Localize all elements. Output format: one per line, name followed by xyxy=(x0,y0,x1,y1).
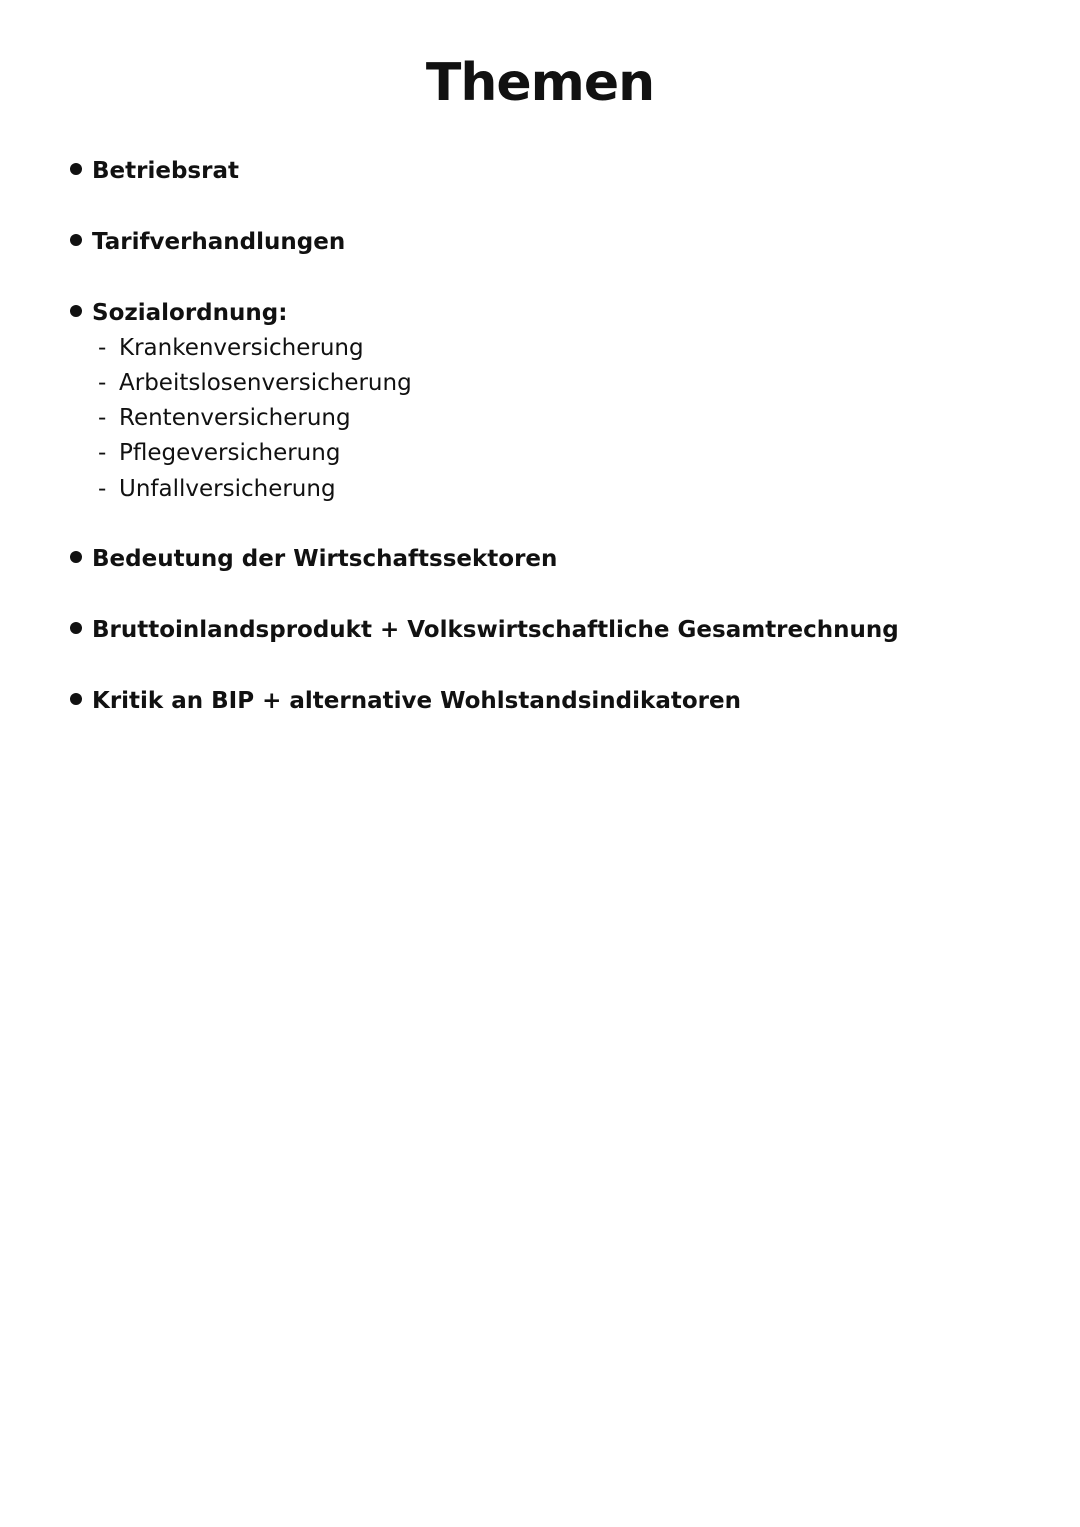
bullet-icon xyxy=(70,163,82,175)
subitem-pflegeversicherung xyxy=(98,438,340,468)
topic-item-betriebsrat xyxy=(70,156,239,186)
subitem-unfallversicherung xyxy=(98,474,336,504)
dash-icon: - xyxy=(98,370,107,396)
page-title: Themen xyxy=(425,53,655,113)
dash-icon: - xyxy=(98,476,107,502)
topic-item-kritik-bip xyxy=(70,686,741,716)
subitem-label: Pflegeversicherung xyxy=(119,440,341,466)
topic-item-sozialordnung xyxy=(70,298,287,328)
topic-label: Sozialordnung: xyxy=(92,300,288,326)
bullet-icon xyxy=(70,551,82,563)
topic-label: Kritik an BIP + alternative Wohlstandsindikatoren xyxy=(92,688,741,714)
topic-label: Tarifverhandlungen xyxy=(92,229,346,255)
topic-item-bruttoinlandsprodukt xyxy=(70,615,899,645)
topic-label: Betriebsrat xyxy=(92,158,239,184)
subitem-label: Arbeitslosenversicherung xyxy=(119,370,412,396)
topic-label: Bedeutung der Wirtschaftssektoren xyxy=(92,546,558,572)
bullet-icon xyxy=(70,693,82,705)
topic-label: Bruttoinlandsprodukt + Volkswirtschaftliche Gesamtrechnung xyxy=(92,617,899,643)
topic-item-tarifverhandlungen xyxy=(70,227,345,257)
dash-icon: - xyxy=(98,440,107,466)
bullet-icon xyxy=(70,305,82,317)
dash-icon: - xyxy=(98,335,107,361)
bullet-icon xyxy=(70,622,82,634)
subitem-rentenversicherung xyxy=(98,403,351,433)
bullet-icon xyxy=(70,234,82,246)
dash-icon: - xyxy=(98,405,107,431)
subitem-label: Krankenversicherung xyxy=(119,335,364,361)
topic-item-wirtschaftssektoren xyxy=(70,544,557,574)
subitem-label: Rentenversicherung xyxy=(119,405,351,431)
subitem-krankenversicherung xyxy=(98,333,364,363)
subitem-arbeitslosenversicherung xyxy=(98,368,412,398)
subitem-label: Unfallversicherung xyxy=(119,476,336,502)
